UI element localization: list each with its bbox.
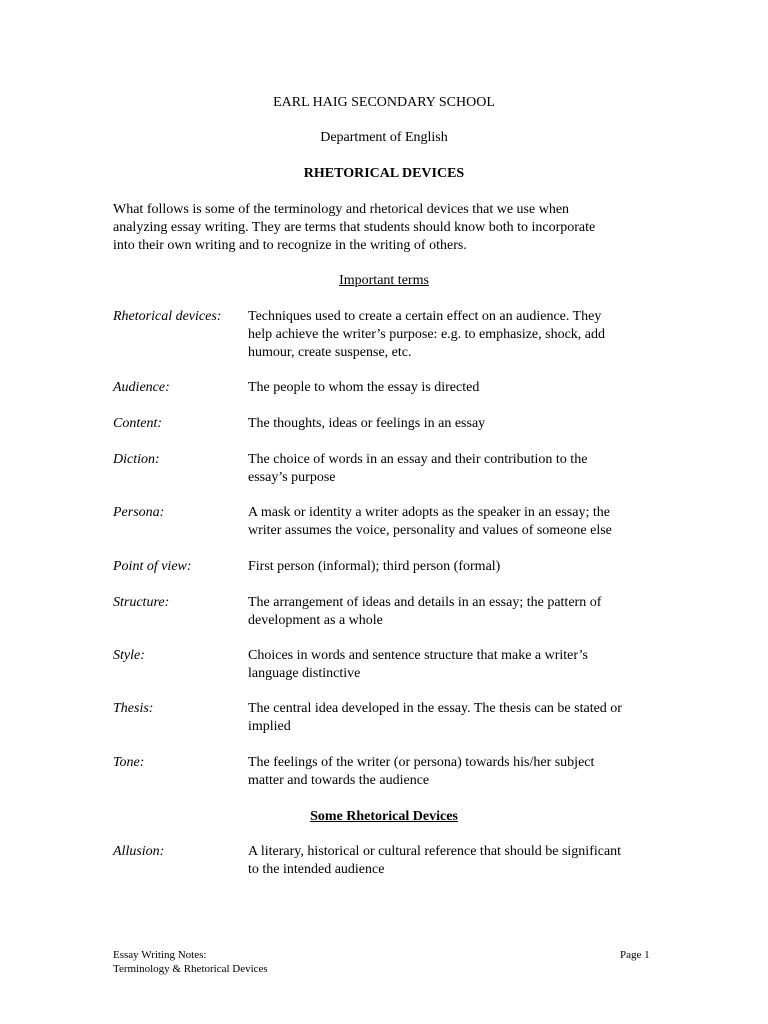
intro-line: analyzing essay writing. They are terms that students should know both to incorporate <box>113 220 596 235</box>
definition-line: matter and towards the audience <box>248 773 430 788</box>
footer-line: Terminology & Rhetorical Devices <box>113 963 268 975</box>
term-definition <box>248 379 668 397</box>
rhetorical-devices-heading: Some Rhetorical Devices <box>310 809 458 824</box>
definition-line: humour, create suspense, etc. <box>248 345 412 360</box>
definition-line: writer assumes the voice, personality and values of someone else <box>248 523 612 538</box>
important-terms-heading: Important terms <box>339 273 429 288</box>
definition-line: The arrangement of ideas and details in an essay; the pattern of <box>248 595 602 610</box>
definition-line: essay’s purpose <box>248 470 336 485</box>
footer-line: Essay Writing Notes: <box>113 949 207 961</box>
term-label: Tone: <box>113 755 145 770</box>
term-definition <box>248 558 668 576</box>
intro-line: What follows is some of the terminology and rhetorical devices that we use when <box>113 202 570 217</box>
definition-line: The thoughts, ideas or feelings in an essay <box>248 416 486 431</box>
definition-line: implied <box>248 719 291 734</box>
school-name: EARL HAIG SECONDARY SCHOOL <box>273 95 495 110</box>
term-label: Content: <box>113 416 162 431</box>
term-definition <box>248 504 668 540</box>
term-definition <box>248 647 668 683</box>
definition-line: A literary, historical or cultural reference that should be significant <box>248 844 622 859</box>
term-label: Rhetorical devices: <box>113 309 222 324</box>
definition-line: help achieve the writer’s purpose: e.g. to emphasize, shock, add <box>248 327 606 342</box>
definition-line: The choice of words in an essay and their contribution to the <box>248 452 588 467</box>
term-label: Point of view: <box>113 559 192 574</box>
term-definition <box>248 843 668 879</box>
term-label: Diction: <box>113 452 160 467</box>
intro-paragraph <box>113 201 658 255</box>
definition-line: to the intended audience <box>248 862 385 877</box>
term-label: Thesis: <box>113 701 154 716</box>
definition-line: The central idea developed in the essay. The thesis can be stated or <box>248 701 622 716</box>
term-definition <box>248 594 668 630</box>
term-definition <box>248 308 668 362</box>
intro-line: into their own writing and to recognize in the writing of others. <box>113 238 467 253</box>
definition-line: Choices in words and sentence structure that make a writer’s <box>248 648 588 663</box>
term-definition <box>248 415 668 433</box>
term-definition <box>248 700 668 736</box>
term-label: Persona: <box>113 505 165 520</box>
term-label: Style: <box>113 648 145 663</box>
term-definition <box>248 451 668 487</box>
definition-line: The feelings of the writer (or persona) towards his/her subject <box>248 755 595 770</box>
document-title: RHETORICAL DEVICES <box>303 166 465 181</box>
term-definition <box>248 754 668 790</box>
department-name: Department of English <box>320 130 448 145</box>
definition-line: Techniques used to create a certain effect on an audience. They <box>248 309 602 324</box>
page-number: Page 1 <box>620 949 650 961</box>
definition-line: language distinctive <box>248 666 361 681</box>
footer-notes <box>113 948 268 976</box>
term-label: Allusion: <box>113 844 165 859</box>
definition-line: First person (informal); third person (formal) <box>248 559 501 574</box>
term-label: Audience: <box>113 380 170 395</box>
definition-line: A mask or identity a writer adopts as the speaker in an essay; the <box>248 505 610 520</box>
term-label: Structure: <box>113 595 170 610</box>
definition-line: development as a whole <box>248 613 383 628</box>
definition-line: The people to whom the essay is directed <box>248 380 480 395</box>
